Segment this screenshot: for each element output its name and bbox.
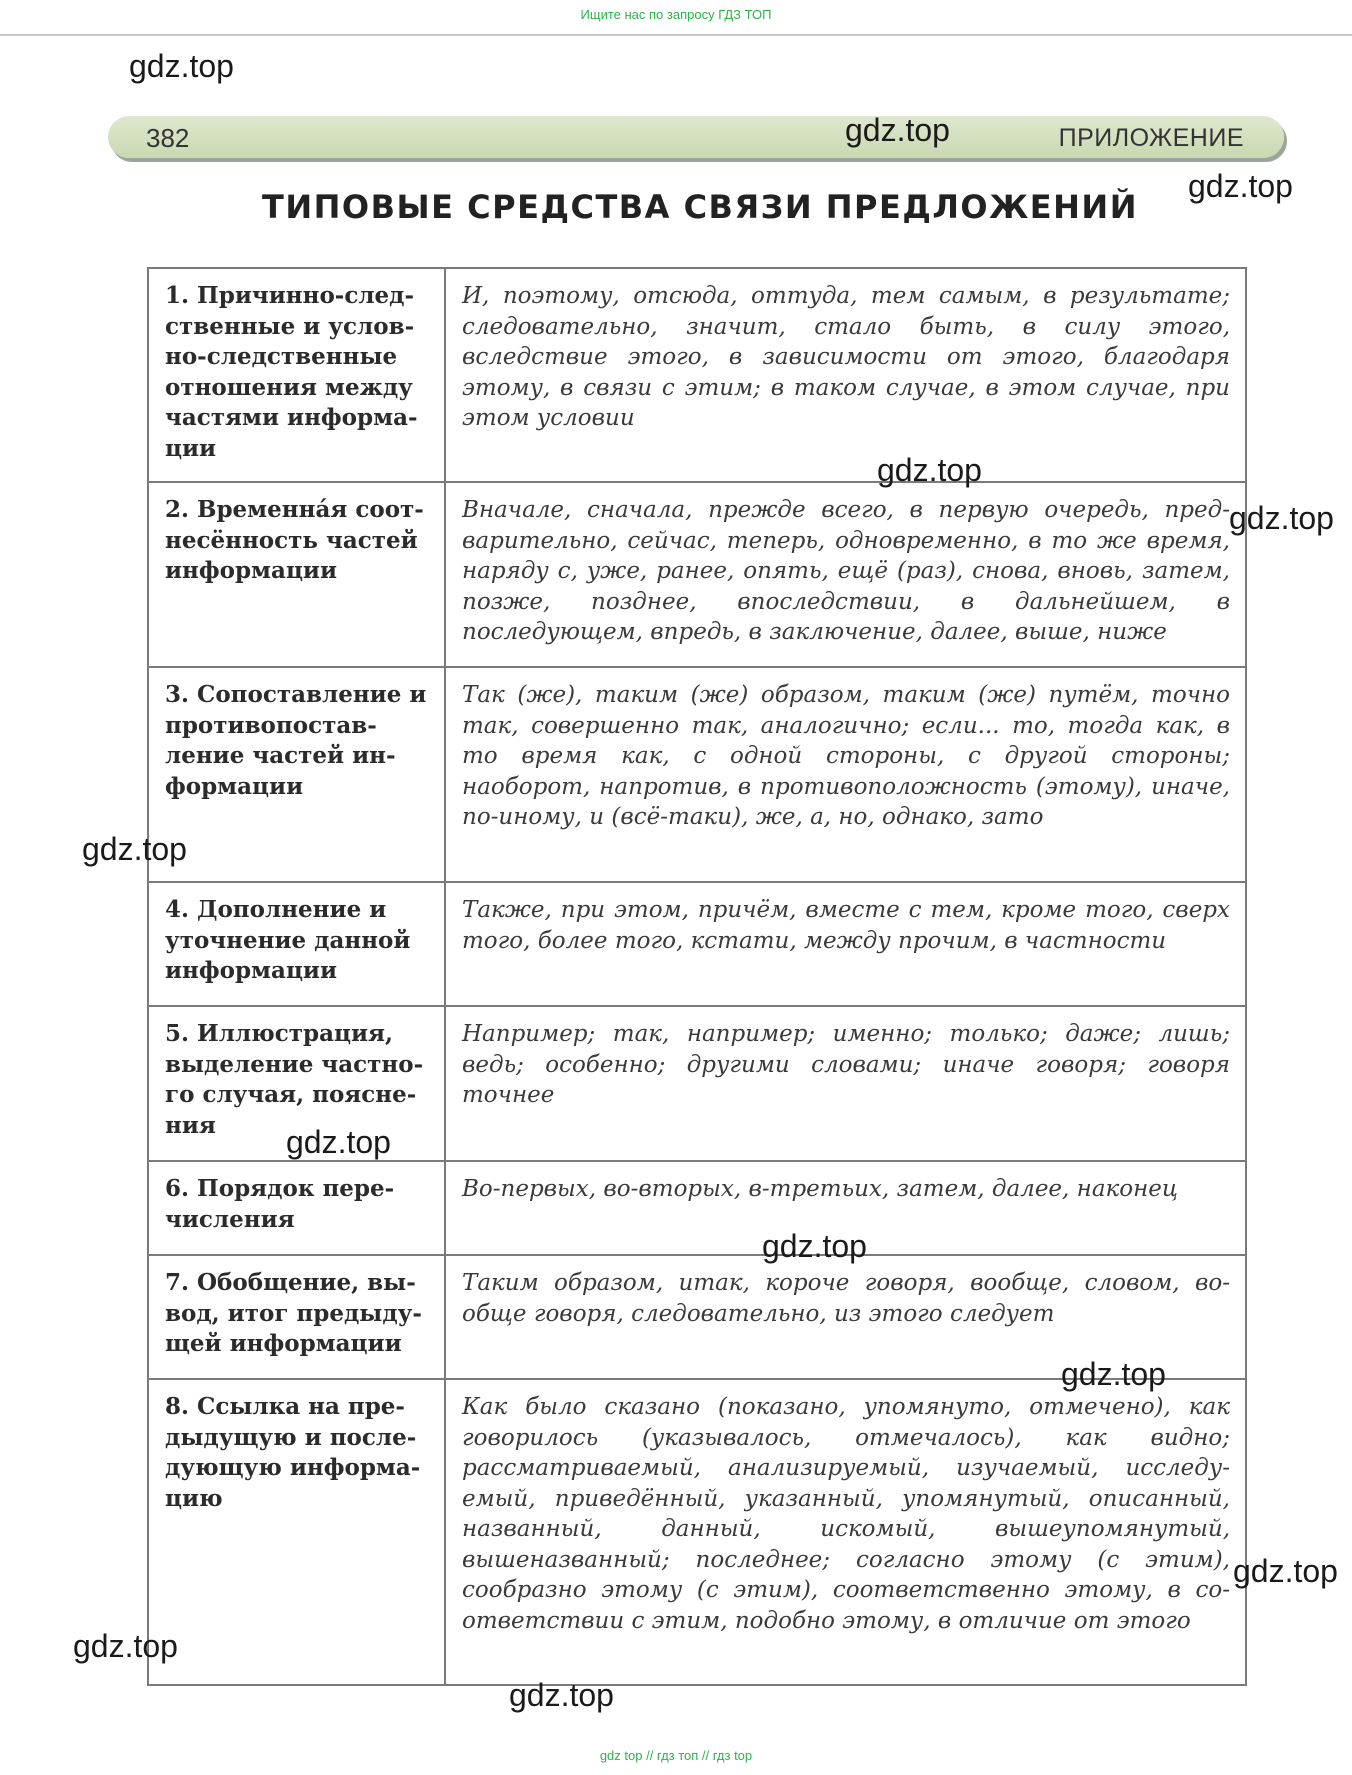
watermark: gdz.top bbox=[877, 452, 982, 488]
watermark: gdz.top bbox=[762, 1228, 867, 1264]
page-number: 382 bbox=[146, 123, 190, 153]
row-category: 5. Иллюстрация, выделение частного случая, пояснения bbox=[148, 1006, 445, 1161]
top-banner: Ищите нас по запросу ГДЗ ТОП bbox=[0, 0, 1352, 36]
watermark: gdz.top bbox=[1229, 500, 1334, 536]
watermark: gdz.top bbox=[845, 112, 950, 148]
row-category: 2. Временнáя соотнесённость частей информации bbox=[148, 482, 445, 667]
row-category: 4. Дополнение и уточнение данной информации bbox=[148, 882, 445, 1006]
watermark: gdz.top bbox=[129, 48, 234, 84]
watermark: gdz.top bbox=[286, 1124, 391, 1160]
table-row bbox=[148, 482, 1246, 667]
row-category: 8. Ссылка на предыдущую и последующую информацию bbox=[148, 1379, 445, 1685]
table-row bbox=[148, 1379, 1246, 1685]
watermark: gdz.top bbox=[82, 831, 187, 867]
connectors-table bbox=[147, 267, 1247, 1686]
row-means: Так (же), таким (же) образом, таким (же) путём, точно так, совершенно так, аналогично; если... то, тогда как, в то время как, с одной стороны, с другой стороны; наоборот, напротив, в противоположность (этому), иначе, по-иному, и (всё-таки), же, а, но, однако, зато bbox=[445, 667, 1246, 882]
watermark: gdz.top bbox=[1233, 1553, 1338, 1589]
row-means: Во-первых, во-вторых, в-третьих, затем, далее, наконец bbox=[445, 1161, 1246, 1255]
watermark: gdz.top bbox=[1061, 1356, 1166, 1392]
row-means: Вначале, сначала, прежде всего, в первую очередь, предварительно, сейчас, теперь, одновременно, в то же время, наряду с, уже, ранее, опять, ещё (раз), снова, вновь, затем, позже, позднее, впоследствии, в дальнейшем, в последующем, впредь, в заключение, далее, выше, ниже bbox=[445, 482, 1246, 667]
watermark: gdz.top bbox=[73, 1628, 178, 1664]
watermark: gdz.top bbox=[509, 1677, 614, 1713]
footer-links: gdz top // гдз топ // гдз top bbox=[599, 1748, 753, 1763]
row-means: Например; так, например; именно; только; даже; лишь; ведь; особенно; другими словами; иначе говоря; говоря точнее bbox=[445, 1006, 1246, 1161]
section-name: ПРИЛОЖЕНИЕ bbox=[1058, 124, 1244, 152]
page-title: ТИПОВЫЕ СРЕДСТВА СВЯЗИ ПРЕДЛОЖЕНИЙ bbox=[262, 188, 1138, 226]
row-means: И, поэтому, отсюда, оттуда, тем самым, в результате; следовательно, значит, стало быть, в силу этого, вследствие этого, в зависимости от этого, благодаря этому, в связи с этим; в таком случае, в этом случае, при этом условии bbox=[445, 268, 1246, 482]
row-means: Как было сказано (показано, упомянуто, отмечено), как говорилось (указывалось, отмечалось), как видно; рассматриваемый, анализируемый, изучаемый, исследуемый, приведённый, указанный, упомянутый, описанный, названный, данный, искомый, вышеупомянутый, вышеназванный; последнее; согласно этому (с этим), сообразно этому (с этим), соответственно этому, в соответствии с этим, подобно этому, в отличие от этого bbox=[445, 1379, 1246, 1685]
page-header-bar bbox=[108, 116, 1284, 158]
table-row bbox=[148, 1161, 1246, 1255]
row-category: 6. Порядок перечисления bbox=[148, 1161, 445, 1255]
row-means: Таким образом, итак, короче говоря, вообще, словом, вообще говоря, следовательно, из этого следует bbox=[445, 1255, 1246, 1379]
row-category: 7. Обобщение, вывод, итог предыдущей информации bbox=[148, 1255, 445, 1379]
table-row bbox=[148, 882, 1246, 1006]
watermark: gdz.top bbox=[1188, 168, 1293, 204]
row-category: 3. Сопоставление и противопоставление частей информации bbox=[148, 667, 445, 882]
row-means: Также, при этом, причём, вместе с тем, кроме того, сверх того, более того, кстати, между прочим, в частности bbox=[445, 882, 1246, 1006]
table-row bbox=[148, 268, 1246, 482]
row-category: 1. Причинно-следственные и условно-следственные отношения между частями информации bbox=[148, 268, 445, 482]
table-row bbox=[148, 667, 1246, 882]
